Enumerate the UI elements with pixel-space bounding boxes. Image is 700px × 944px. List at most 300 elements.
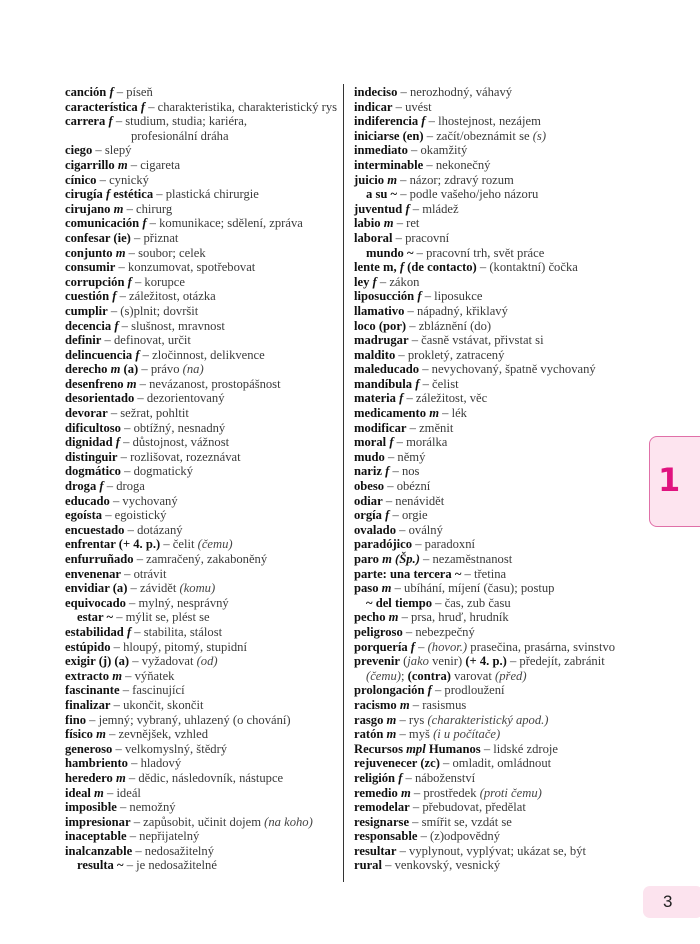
glossary-entry [354, 173, 644, 188]
entry-translation: – mýlit se, plést se [113, 610, 210, 625]
entry-term: m [96, 727, 106, 742]
glossary-entry [65, 669, 343, 684]
entry-translation: – nevázanost, prostopášnost [136, 376, 281, 391]
entry-term: m (Šp.) [382, 552, 420, 566]
entry-translation: – nepřijatelný [126, 829, 200, 844]
glossary-entry [65, 523, 343, 538]
entry-term: ley [354, 274, 373, 289]
entry-term: porquería [354, 639, 411, 654]
entry-term: paro [354, 552, 383, 566]
entry-term: remodelar [354, 800, 410, 815]
entry-term: obeso [354, 479, 385, 494]
entry-term: f [99, 479, 104, 494]
entry-translation: – zapůsobit, učinit dojem [130, 814, 265, 829]
glossary-entry [65, 333, 343, 348]
entry-translation: venir) [428, 654, 466, 669]
entry-term: confesar (ie) [65, 230, 131, 245]
glossary-entry [65, 727, 343, 742]
entry-term: orgía [354, 508, 386, 523]
entry-term: f [385, 464, 390, 479]
entry-term: m [115, 245, 126, 260]
glossary-entry [65, 742, 343, 757]
entry-translation: – slušnost, mravnost [118, 318, 225, 333]
glossary-entry [65, 158, 343, 173]
entry-translation: – zevnějšek, vzhled [105, 727, 209, 742]
glossary-entry [65, 304, 343, 319]
entry-translation: – konzumovat, spotřebovat [115, 260, 256, 275]
glossary-entry [354, 829, 644, 844]
entry-term: conjunto [65, 245, 116, 260]
glossary-entry [65, 435, 343, 450]
entry-translation: – nekonečný [423, 157, 491, 172]
entry-translation: – myš [396, 727, 434, 742]
entry-term: juicio [354, 172, 388, 187]
entry-translation: – rys [396, 712, 428, 727]
page-number-box [643, 886, 700, 918]
entry-term: dificultoso [65, 420, 121, 435]
entry-term: Recursos [354, 741, 407, 756]
glossary-subentry [354, 246, 644, 261]
entry-term: egoísta [65, 508, 103, 523]
entry-term: m [112, 668, 122, 683]
entry-term: inaceptable [65, 829, 127, 844]
entry-term: inalcanzable [65, 843, 133, 858]
glossary-column-right [354, 85, 644, 873]
glossary-entry [354, 683, 644, 698]
chapter-number: 1 [658, 461, 681, 499]
glossary-entry [354, 771, 644, 786]
glossary-entry [354, 537, 644, 552]
entry-term: f [398, 770, 403, 785]
entry-translation: – nedosažitelný [132, 843, 215, 858]
entry-term: inmediato [354, 143, 408, 158]
entry-translation: – dogmatický [120, 464, 194, 479]
glossary-entry [65, 216, 343, 231]
glossary-entry [354, 844, 644, 859]
entry-translation: – čelist [419, 376, 459, 391]
entry-translation: – pracovní [392, 230, 450, 245]
glossary-entry [65, 844, 343, 859]
entry-term: resultar [354, 843, 397, 858]
entry-translation: – píseň [113, 85, 153, 99]
entry-translation: – paradoxní [412, 537, 476, 552]
entry-term: estabilidad [65, 624, 127, 639]
entry-term: f [140, 99, 146, 114]
glossary-subentry [65, 129, 343, 144]
entry-translation: – (kontaktní) čočka [476, 260, 578, 275]
glossary-entry [65, 187, 343, 202]
glossary-entry [65, 698, 343, 713]
entry-term: odiar [354, 493, 383, 508]
entry-term: Humanos [425, 741, 481, 756]
entry-term: hambriento [65, 756, 128, 771]
entry-translation: – výňatek [122, 668, 175, 683]
entry-term: (a) [120, 362, 139, 377]
entry-translation: – venkovský, vesnický [381, 858, 501, 873]
glossary-entry [65, 246, 343, 261]
entry-term: rural [354, 858, 382, 873]
entry-translation: – komunikace; sdělení, zpráva [146, 216, 303, 231]
glossary-entry [65, 479, 343, 494]
entry-term: f [399, 391, 404, 406]
page-number: 3 [663, 892, 673, 911]
entry-term: m [387, 172, 398, 187]
entry-translation: – soubor; celek [125, 245, 206, 260]
entry-term: resignarse [354, 814, 410, 829]
entry-term: ideal [65, 785, 95, 800]
entry-translation: – oválný [396, 522, 443, 537]
entry-translation: – prodloužení [431, 683, 505, 698]
glossary-entry [65, 581, 343, 596]
glossary-entry [65, 450, 343, 465]
entry-term: f [421, 114, 426, 129]
entry-term: característica [65, 99, 141, 114]
entry-term: indeciso [354, 85, 398, 99]
entry-term: enfurruñado [65, 552, 134, 566]
entry-term: droga [65, 479, 100, 494]
entry-translation: – nebezpečný [402, 624, 475, 639]
glossary-entry [65, 756, 343, 771]
glossary-entry [65, 348, 343, 363]
glossary-entry [354, 85, 644, 100]
entry-term: lente m, [354, 260, 400, 275]
entry-translation: – okamžitý [407, 143, 468, 158]
glossary-entry [354, 858, 644, 873]
glossary-entry [354, 435, 644, 450]
entry-translation: – obtížný, nesnadný [120, 420, 226, 435]
glossary-entry [65, 391, 343, 406]
glossary-entry [65, 683, 343, 698]
glossary-entry [65, 494, 343, 509]
glossary-entry [65, 362, 343, 377]
glossary-entry [354, 100, 644, 115]
entry-term: liposucción [354, 289, 418, 304]
entry-term: mpl [406, 741, 426, 756]
glossary-entry [354, 406, 644, 421]
glossary-entry [65, 85, 343, 100]
entry-translation: – změnit [406, 420, 454, 435]
entry-term: f [135, 347, 140, 362]
entry-term: paso [354, 581, 382, 596]
entry-note: (na koho) [264, 814, 313, 829]
entry-translation: – záležitost, věc [403, 391, 488, 406]
entry-term: rejuvenecer (zc) [354, 756, 440, 771]
entry-term: f [127, 274, 132, 289]
glossary-entry [65, 275, 343, 290]
entry-translation: – vyžadovat [129, 654, 197, 669]
entry-translation: – sežrat, pohltit [107, 406, 189, 421]
entry-translation: – závidět [127, 581, 180, 596]
entry-translation: – morálka [393, 435, 448, 450]
entry-translation: – ubíhání, míjení (času); postup [391, 581, 555, 596]
entry-term: distinguir [65, 449, 118, 464]
glossary-subentry [65, 610, 343, 625]
entry-translation: – obézní [384, 479, 431, 494]
entry-translation: – zamračený, zakaboněný [133, 552, 268, 566]
entry-term: derecho [65, 362, 111, 377]
entry-term: f [105, 187, 111, 202]
entry-note: (od) [196, 654, 218, 669]
entry-term: carrera [65, 114, 109, 129]
entry-term: laboral [354, 230, 393, 245]
entry-translation: – zločinnost, delikvence [139, 347, 265, 362]
entry-term: m [400, 785, 411, 800]
glossary-entry [354, 216, 644, 231]
entry-term: iniciarse (en) [354, 128, 424, 143]
entry-term: f [405, 201, 410, 216]
glossary-entry [65, 567, 343, 582]
entry-translation: – nemožný [116, 800, 176, 815]
glossary-entry [354, 202, 644, 217]
entry-note: (charakteristický apod.) [427, 712, 549, 727]
entry-term: f [108, 114, 113, 129]
glossary-entry [65, 319, 343, 334]
glossary-entry [354, 567, 644, 582]
entry-translation: – liposukce [421, 289, 483, 304]
glossary-entry [65, 464, 343, 479]
entry-translation: – otrávit [120, 566, 167, 581]
glossary-entry [354, 129, 644, 144]
entry-term: indiferencia [354, 114, 422, 129]
glossary-entry [354, 610, 644, 625]
glossary-entry [65, 829, 343, 844]
entry-term: mandíbula [354, 376, 416, 391]
glossary-entry [354, 494, 644, 509]
entry-term: m [117, 157, 128, 172]
entry-translation: – nerozhodný, váhavý [397, 85, 513, 99]
entry-term: encuestado [65, 522, 125, 537]
entry-term: devorar [65, 406, 108, 421]
glossary-entry [65, 537, 343, 552]
entry-translation: – egoistický [102, 508, 167, 523]
entry-translation: – právo [138, 362, 183, 377]
entry-term: m [115, 770, 126, 785]
entry-term: f [415, 376, 420, 391]
entry-note: (hovor.) [427, 639, 468, 654]
glossary-entry [354, 450, 644, 465]
entry-term: (contra) [407, 668, 451, 683]
entry-note: (na) [182, 362, 204, 377]
glossary-entry [65, 143, 343, 158]
entry-translation: – smířit se, vzdát se [409, 814, 512, 829]
glossary-entry [65, 654, 343, 669]
entry-term: cínico [65, 172, 97, 187]
entry-term: m [113, 201, 124, 216]
entry-term: m [386, 712, 397, 727]
entry-translation: – přebudovat, předělat [409, 800, 526, 815]
glossary-entry [65, 640, 343, 655]
entry-term: ovalado [354, 522, 396, 537]
entry-term: enfrentar (+ 4. p.) [65, 537, 161, 552]
glossary-entry [354, 756, 644, 771]
entry-translation: – lhostejnost, nezájem [425, 114, 541, 129]
entry-translation: – uvést [392, 99, 432, 114]
entry-term: prolongación [354, 683, 428, 698]
glossary-entry [354, 362, 644, 377]
entry-term: labio [354, 216, 384, 231]
entry-term: m [429, 406, 439, 421]
entry-translation: – nos [389, 464, 420, 479]
glossary-entry [354, 304, 644, 319]
glossary-entry [354, 552, 644, 567]
glossary-entry [354, 319, 644, 334]
entry-translation: – charakteristika, charakteristický rys [145, 99, 338, 114]
entry-term: m [399, 697, 410, 712]
entry-term: (+ 4. p.) [465, 654, 507, 669]
glossary-entry [354, 114, 644, 129]
entry-term: cumplir [65, 303, 108, 318]
glossary-entry [65, 114, 343, 129]
glossary-entry [65, 173, 343, 188]
entry-term: interminable [354, 157, 424, 172]
entry-translation: – vyplynout, vyplývat; ukázat se, být [396, 843, 587, 858]
entry-translation: prasečina, prasárna, svinstvo [467, 639, 616, 654]
glossary-entry [354, 815, 644, 830]
entry-translation: – korupce [131, 274, 185, 289]
entry-term: m [388, 610, 399, 625]
entry-translation: – dezorientovaný [134, 391, 225, 406]
entry-term: generoso [65, 741, 113, 756]
entry-term: cirujano [65, 201, 114, 216]
glossary-entry [65, 289, 343, 304]
entry-translation: – nenávidět [382, 493, 445, 508]
entry-term: m [386, 727, 397, 742]
entry-term: f [372, 274, 377, 289]
entry-translation: – přiznat [130, 230, 179, 245]
glossary-entry [354, 275, 644, 290]
entry-note: (čemu) [197, 537, 233, 552]
glossary-entry [354, 260, 644, 275]
entry-term: corrupción [65, 274, 128, 289]
entry-term: fascinante [65, 683, 120, 698]
glossary-subentry [354, 596, 644, 611]
entry-note: (před) [495, 668, 527, 683]
glossary-entry [354, 654, 644, 669]
glossary-entry [65, 815, 343, 830]
entry-term: ciego [65, 143, 93, 158]
entry-term: equivocado [65, 595, 126, 610]
entry-translation: – zákon [376, 274, 420, 289]
entry-translation: – čas, zub času [432, 595, 511, 610]
entry-translation: – nevychovaný, špatně vychovaný [419, 362, 596, 377]
entry-term: impresionar [65, 814, 131, 829]
glossary-entry [65, 260, 343, 275]
entry-term: materia [354, 391, 400, 406]
entry-translation: – dotázaný [124, 522, 183, 537]
entry-translation: – slepý [92, 143, 132, 158]
entry-translation: – mládež [409, 201, 459, 216]
entry-term: mudo [354, 449, 385, 464]
glossary-entry [65, 625, 343, 640]
glossary-subentry [354, 187, 644, 202]
entry-term: racismo [354, 697, 400, 712]
entry-translation: – dědic, následovník, nástupce [125, 770, 284, 785]
entry-translation: ; [400, 668, 408, 683]
entry-translation: – hloupý, pitomý, stupidní [110, 639, 247, 654]
glossary-entry [354, 348, 644, 363]
entry-term: nariz [354, 464, 386, 479]
glossary-entry [65, 231, 343, 246]
glossary-entry [65, 713, 343, 728]
entry-term: f [109, 85, 114, 99]
entry-translation: – prokletý, zatracený [395, 347, 505, 362]
entry-term: estética [110, 187, 154, 202]
entry-translation: – zbláznění (do) [406, 318, 492, 333]
glossary-entry [354, 479, 644, 494]
entry-term: remedio [354, 785, 401, 800]
entry-translation: – prostředek [410, 785, 480, 800]
entry-term: resulta ~ [77, 858, 124, 873]
entry-term: m [126, 376, 137, 391]
entry-translation: – názor; zdravý rozum [397, 172, 514, 187]
glossary-entry [354, 581, 644, 596]
glossary-entry [65, 100, 343, 115]
glossary-entry [65, 406, 343, 421]
glossary-entry [354, 421, 644, 436]
glossary-entry [65, 596, 343, 611]
entry-term: m [94, 785, 104, 800]
entry-translation: – velkomyslný, štědrý [112, 741, 228, 756]
entry-term: extracto [65, 668, 113, 683]
entry-term: fino [65, 712, 86, 727]
entry-term: desenfreno [65, 376, 127, 391]
glossary-entry [354, 727, 644, 742]
entry-translation: – rasismus [409, 697, 467, 712]
entry-term: f [114, 318, 119, 333]
entry-term: cirugía [65, 187, 106, 202]
entry-translation: – studium, studia; kariéra, [112, 114, 247, 129]
entry-term: prevenir [354, 654, 400, 669]
entry-translation: – předejít, zabránit [506, 654, 605, 669]
glossary-entry [354, 158, 644, 173]
entry-term: estar ~ [77, 610, 114, 625]
entry-translation: profesionální dráha [131, 128, 229, 143]
entry-term: cigarrillo [65, 157, 118, 172]
entry-translation: – (z)odpovědný [417, 829, 500, 844]
entry-term: ~ del tiempo [366, 595, 433, 610]
glossary-entry [354, 289, 644, 304]
entry-note: (s) [532, 128, 547, 143]
glossary-column-left [65, 85, 343, 873]
entry-term: moral [354, 435, 390, 450]
entry-translation: – čelit [160, 537, 198, 552]
entry-translation: – záležitost, otázka [116, 289, 216, 304]
entry-term: paradójico [354, 537, 413, 552]
entry-translation: – (s)plnit; dovršit [107, 303, 199, 318]
glossary-entry [354, 231, 644, 246]
glossary-subentry [65, 858, 343, 873]
column-divider [343, 84, 344, 882]
entry-term: desorientado [65, 391, 135, 406]
entry-term: medicamento [354, 406, 430, 421]
entry-term: llamativo [354, 303, 405, 318]
glossary-entry [65, 202, 343, 217]
glossary-entry [354, 640, 644, 655]
entry-translation: – mylný, nesprávný [125, 595, 229, 610]
entry-term: envidiar (a) [65, 581, 128, 596]
entry-term: f [115, 435, 120, 450]
entry-term: comunicación [65, 216, 143, 231]
entry-term: responsable [354, 829, 418, 844]
glossary-entry [354, 786, 644, 801]
entry-term: religión [354, 770, 399, 785]
entry-translation: – vychovaný [109, 493, 178, 508]
entry-translation: – fascinující [119, 683, 185, 698]
entry-translation: – nápadný, křiklavý [404, 303, 508, 318]
entry-term: definir [65, 333, 102, 348]
entry-translation: – rozlišovat, rozeznávat [117, 449, 241, 464]
entry-term: cuestión [65, 289, 113, 304]
